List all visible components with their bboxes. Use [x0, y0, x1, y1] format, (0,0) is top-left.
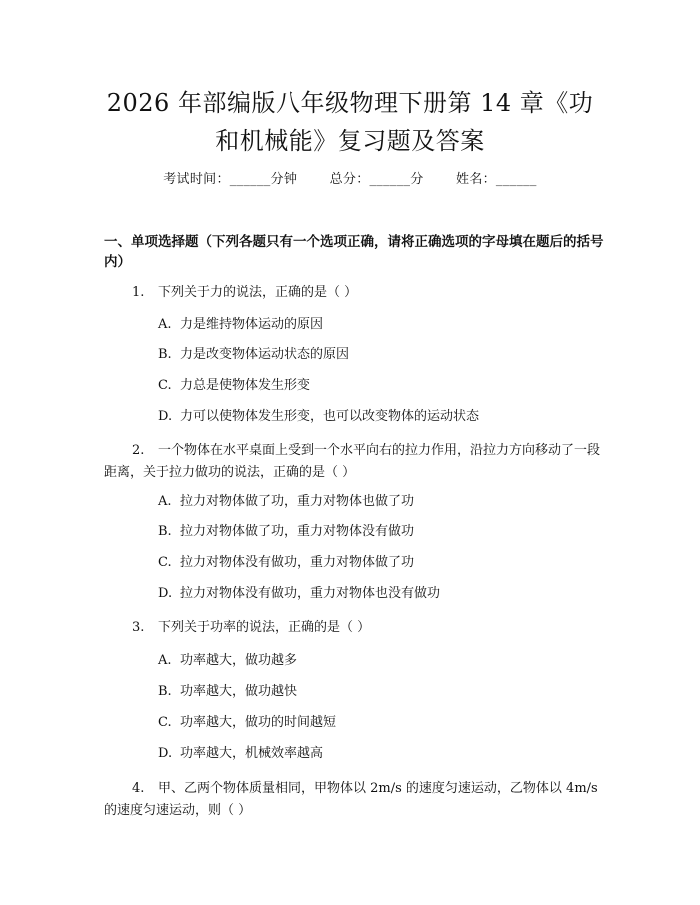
question-number: 4.	[132, 781, 145, 796]
q3-option-d	[158, 745, 598, 763]
option-text: 拉力对物体做了功，重力对物体没有做功	[180, 524, 415, 539]
question-1	[104, 282, 604, 304]
option-text: 功率越大，做功越多	[180, 653, 298, 668]
question-2	[104, 440, 604, 484]
q2-option-b	[158, 523, 598, 541]
option-text: 拉力对物体没有做功，重力对物体做了功	[180, 555, 415, 570]
option-text: 力总是使物体发生形变	[180, 378, 311, 393]
title-line-1: 2026 年部编版八年级物理下册第 14 章《功	[106, 89, 594, 117]
option-text: 功率越大，做功越快	[180, 684, 298, 699]
exam-total-score: 总分：______分	[329, 172, 424, 187]
q1-option-b	[158, 346, 598, 364]
q1-option-a	[158, 316, 598, 334]
question-number: 3.	[132, 620, 145, 635]
question-number: 1.	[132, 285, 145, 300]
exam-info	[0, 168, 700, 187]
q2-option-d	[158, 585, 598, 603]
option-text: 力是改变物体运动状态的原因	[180, 347, 350, 362]
question-3	[104, 617, 604, 639]
option-letter: B.	[158, 347, 172, 362]
q1-option-c	[158, 377, 598, 395]
q2-option-c	[158, 554, 598, 572]
option-text: 拉力对物体做了功，重力对物体也做了功	[180, 494, 415, 509]
option-letter: D.	[158, 746, 173, 761]
q3-option-a	[158, 652, 598, 670]
option-letter: A.	[158, 653, 172, 668]
option-letter: B.	[158, 524, 172, 539]
option-text: 功率越大，做功的时间越短	[180, 715, 337, 730]
option-letter: C.	[158, 715, 172, 730]
option-letter: D.	[158, 409, 173, 424]
q3-option-b	[158, 683, 598, 701]
document-title	[90, 84, 610, 160]
option-letter: D.	[158, 586, 173, 601]
exam-time: 考试时间：______分钟	[163, 172, 298, 187]
question-4	[104, 778, 604, 822]
option-text: 功率越大，机械效率越高	[180, 746, 324, 761]
question-stem: 一个物体在水平桌面上受到一个水平向右的拉力作用，沿拉力方向移动了一段距离，关于拉力做功的说法，正确的是（ ）	[104, 443, 601, 480]
option-text: 力是维持物体运动的原因	[180, 317, 324, 332]
title-line-2: 和机械能》复习题及答案	[215, 127, 485, 155]
student-name: 姓名：______	[456, 172, 537, 187]
q1-option-d	[158, 408, 598, 426]
section-title: 一、单项选择题（下列各题只有一个选项正确，请将正确选项的字母填在题后的括号内）	[104, 234, 604, 270]
question-stem: 甲、乙两个物体质量相同，甲物体以 2m/s 的速度匀速运动，乙物体以 4m/s 的速度匀速运动，则（ ）	[104, 781, 598, 818]
q3-option-c	[158, 714, 598, 732]
q2-option-a	[158, 493, 598, 511]
question-stem: 下列关于力的说法，正确的是（ ）	[158, 285, 358, 300]
option-text: 拉力对物体没有做功，重力对物体也没有做功	[180, 586, 441, 601]
option-letter: B.	[158, 684, 172, 699]
option-letter: A.	[158, 317, 172, 332]
option-letter: C.	[158, 378, 172, 393]
option-letter: A.	[158, 494, 172, 509]
question-number: 2.	[132, 443, 145, 458]
question-stem: 下列关于功率的说法，正确的是（ ）	[158, 620, 371, 635]
option-text: 力可以使物体发生形变，也可以改变物体的运动状态	[180, 409, 480, 424]
option-letter: C.	[158, 555, 172, 570]
